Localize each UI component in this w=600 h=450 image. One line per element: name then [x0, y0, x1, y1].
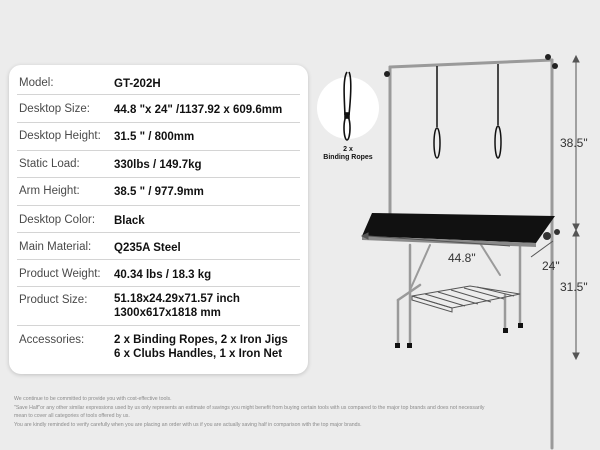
spec-value-line: 2 x Binding Ropes, 2 x Iron Jigs: [114, 334, 288, 346]
spec-label: Desktop Color:: [19, 214, 96, 226]
disclaimer-line: mean to cover all categories of tools offered by us.: [14, 413, 130, 419]
arm-clamp: [543, 232, 551, 240]
disclaimer: [14, 395, 574, 429]
spec-label: Arm Height:: [19, 185, 80, 197]
spec-label: Model:: [19, 77, 54, 89]
dimension-lines: [362, 56, 579, 359]
foot: [395, 343, 400, 348]
spec-label: Static Load:: [19, 158, 80, 170]
arm-cap-right: [552, 63, 558, 69]
dim-height: 31.5": [560, 280, 588, 294]
rope-label-line1: 2 x: [343, 146, 353, 153]
spec-value: 330lbs / 149.7kg: [114, 159, 202, 171]
spec-label: Accessories:: [19, 334, 85, 346]
foot: [407, 343, 412, 348]
arm-clamp-knob: [554, 229, 560, 235]
disclaimer-line: "Save Half"or any other similar expressions used by us only represents an estimate of savings you might benefit from buying certain tools with us compared to the major top brands and does not necessarily: [14, 404, 485, 411]
rope-inset-circle: [317, 77, 379, 139]
spec-label: Desktop Size:: [19, 103, 90, 115]
disclaimer-line: We continue to be committed to provide you with cost-effective tools.: [14, 396, 172, 402]
spec-value: 38.5 " / 977.9mm: [114, 186, 204, 198]
spec-value: 44.8 "x 24" /1137.92 x 609.6mm: [114, 104, 283, 116]
spec-value: Q235A Steel: [114, 242, 181, 254]
spec-value-line: 51.18x24.29x71.57 inch: [114, 293, 240, 305]
spec-label: Product Size:: [19, 294, 88, 306]
hanging-rope-left: [434, 66, 440, 158]
arm-cap-top: [545, 54, 551, 60]
hanging-rope-right: [495, 64, 501, 158]
foot: [518, 323, 523, 328]
spec-value-line: 6 x Clubs Handles, 1 x Iron Net: [114, 348, 283, 360]
disclaimer-line: You are kindly reminded to verify carefully when you are placing an order with us if you are actually saving half in comparison with the top major brands.: [14, 421, 362, 428]
dim-depth: 24": [542, 259, 560, 273]
foot: [503, 328, 508, 333]
rope-label: [318, 146, 378, 162]
spec-label: Main Material:: [19, 241, 92, 253]
spec-label: Product Weight:: [19, 268, 101, 280]
spec-value: GT-202H: [114, 78, 161, 90]
dim-width: 44.8": [448, 251, 476, 265]
spec-value: 31.5 " / 800mm: [114, 131, 195, 143]
dim-arm-height: 38.5": [560, 136, 588, 150]
spec-label: Desktop Height:: [19, 130, 101, 142]
spec-value-line: 1300x617x1818 mm: [114, 307, 221, 319]
spec-value: Black: [114, 215, 145, 227]
spec-value: 40.34 lbs / 18.3 kg: [114, 269, 212, 281]
arm-cap-left: [384, 71, 390, 77]
rope-label-line2: Binding Ropes: [323, 154, 373, 161]
